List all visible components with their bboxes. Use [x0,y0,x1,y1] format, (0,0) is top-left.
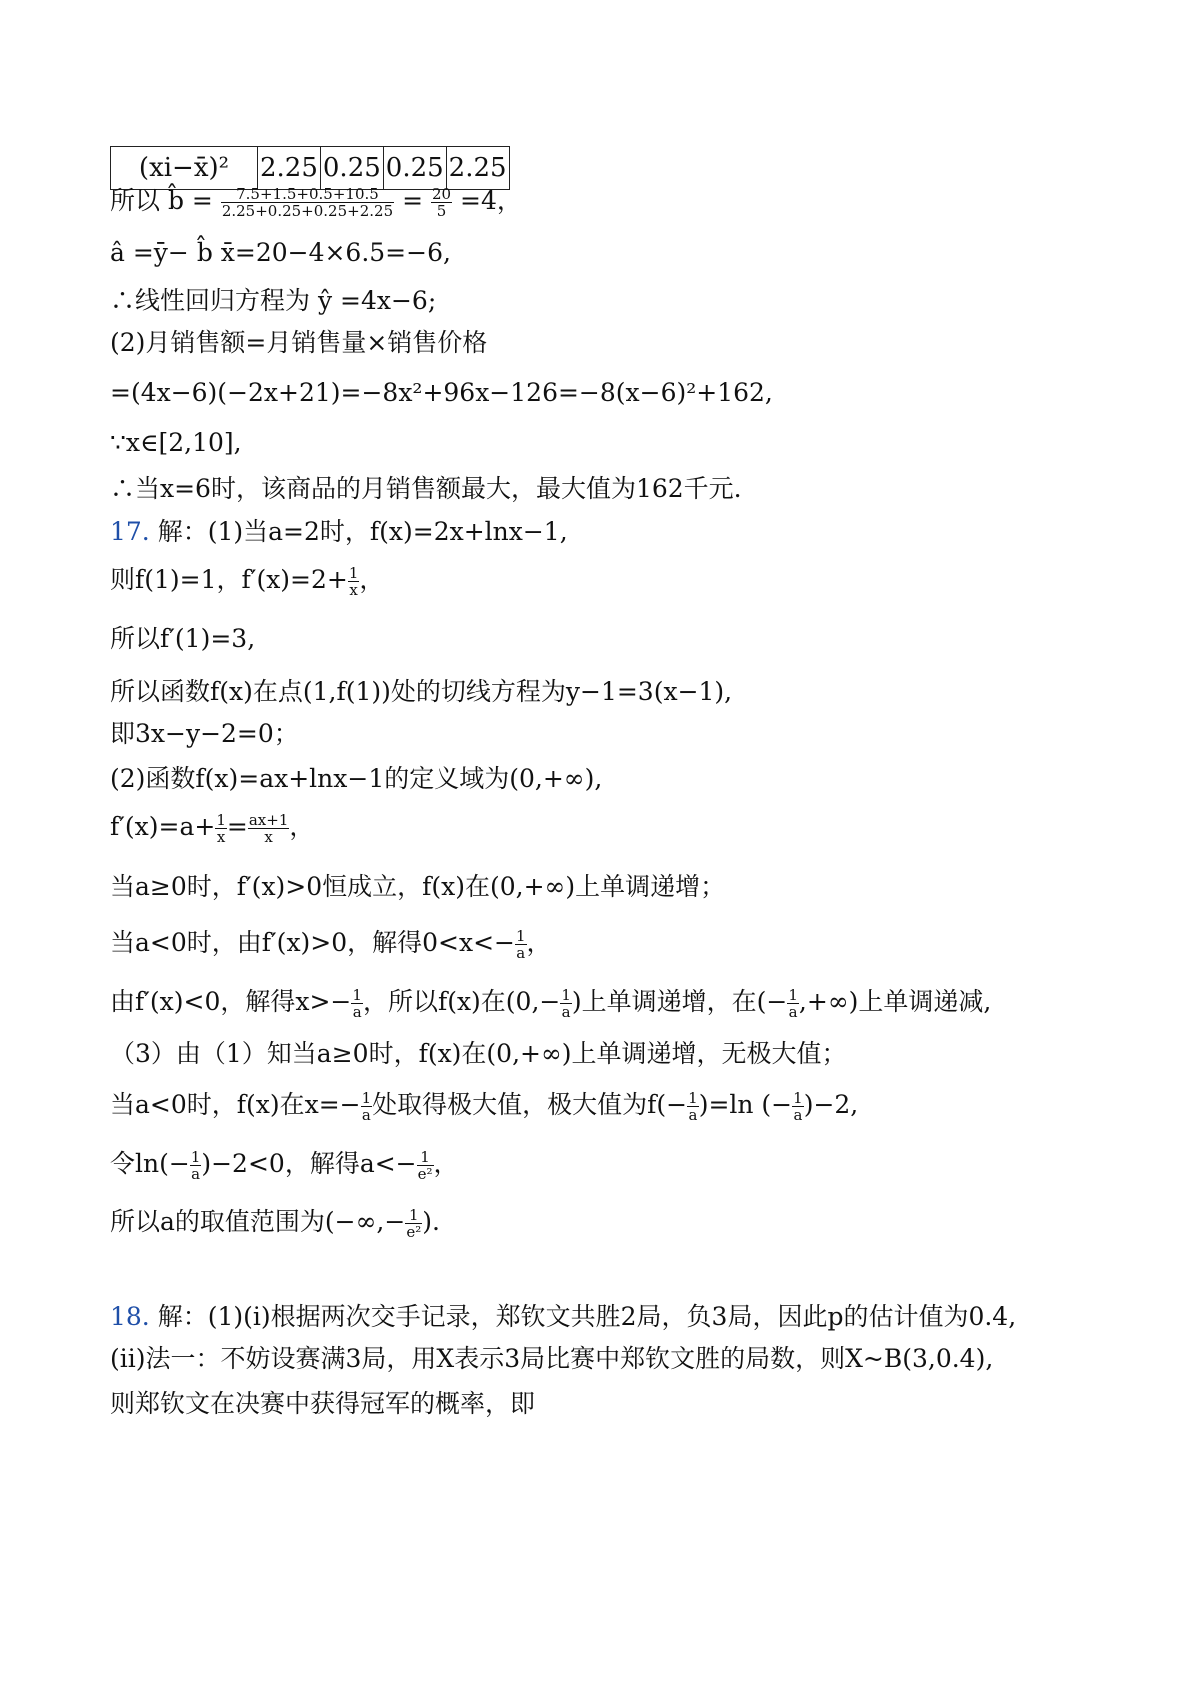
sales-expression-line: =(4x−6)(−2x+21)=−8x²+96x−126=−8(x−6)²+162, [110,378,773,407]
part3-line: （3）由（1）知当a≥0时，f(x)在(0,+∞)上单调递增，无极大值； [110,1039,847,1068]
table-cell: 2.25 [446,147,509,190]
denominator: 5 [436,202,447,220]
fraction [431,186,452,219]
denominator: x [216,828,226,846]
question-18-line [110,1300,1016,1334]
monotonicity-line [110,985,991,1020]
fraction [405,1207,422,1240]
denominator: a [191,1165,201,1183]
text: 当a<0时，由f′(x)>0，解得0<x<− [110,928,515,957]
text: 所以 b̂ = [110,186,213,215]
text: )=ln (− [698,1090,793,1119]
range-line [110,1205,440,1240]
question-number: 17. [110,517,150,546]
fraction [351,987,363,1020]
numerator: 1 [348,564,359,582]
text: )−2, [803,1090,859,1119]
denominator: a [788,1003,798,1021]
fraction [190,1149,202,1182]
numerator: 1 [793,1089,803,1107]
text: 则f(1)=1，f′(x)=2+ [110,565,348,594]
fraction [361,1090,373,1123]
fraction [417,1149,434,1182]
text: )−2<0，解得a<− [201,1149,417,1178]
slope-value-line: 所以f′(1)=3, [110,624,256,653]
text: f′(x)=a+ [110,812,216,841]
numerator: 1 [417,1149,434,1166]
numerator: 1 [352,986,362,1004]
numerator: 1 [688,1089,698,1107]
denominator: x [349,581,358,599]
text: ， [359,565,385,594]
binomial-line: (ii)法一：不妨设赛满3局，用X表示3局比赛中郑钦文胜的局数，则X~B(3,0.4), [110,1344,994,1373]
denominator: e² [406,1223,422,1241]
text: 由f′(x)<0，解得x>− [110,987,352,1016]
text: 所以a的取值范围为(−∞,− [110,1207,406,1236]
numerator: 1 [788,986,798,1004]
numerator: 1 [561,986,571,1004]
fraction [348,565,360,598]
numerator: 1 [361,1089,372,1107]
numerator: 1 [190,1148,201,1166]
fraction [560,987,572,1020]
numerator: 20 [431,185,452,203]
text: =4， [460,186,522,215]
inequality-line [110,1147,459,1182]
denominator: a [561,1003,571,1021]
tangent-line: 所以函数f(x)在点(1,f(1))处的切线方程为y−1=3(x−1), [110,677,733,706]
part2-heading-line: (2)月销售额=月销售量×销售价格 [110,328,488,357]
numerator: 1 [516,927,526,945]
denominator: e² [417,1165,433,1183]
fraction [515,928,527,961]
denominator: a [361,1106,371,1124]
text: ,+∞)上单调递减, [798,987,992,1016]
max-value-line: ∴当x=6时，该商品的月销售额最大，最大值为162千元. [110,474,742,503]
domain-line: ∵x∈[2,10], [110,428,242,457]
part2-domain-line: (2)函数f(x)=ax+lnx−1的定义域为(0,+∞), [110,764,603,793]
text: ， [289,812,315,841]
numerator: 7.5+1.5+0.5+10.5 [221,186,394,203]
denominator: a [793,1106,803,1124]
denominator: a [352,1003,362,1021]
derivative-general-line [110,810,314,845]
max-point-line [110,1088,858,1123]
text: ，所以f(x)在(0,− [362,987,561,1016]
fraction [687,1090,699,1123]
question-17-line [110,515,568,549]
fraction [248,812,290,845]
table-header-cell: (xi−x̄)² [111,147,258,190]
denominator: x [264,828,273,846]
fraction [215,812,227,845]
text: ). [422,1207,440,1236]
intercept-line: â =ȳ− b̂ x̄=20−4×6.5=−6, [110,238,451,267]
fraction [787,987,799,1020]
numerator: ax+1 [248,811,289,829]
text: 令ln(− [110,1149,190,1178]
case-a-nonneg-line: 当a≥0时，f′(x)>0恒成立，f(x)在(0,+∞)上单调递增； [110,872,726,901]
table-cell: 0.25 [383,147,446,190]
denominator: a [688,1106,698,1124]
fraction [792,1090,804,1123]
fraction [221,186,394,219]
text: ， [433,1149,459,1178]
case-a-neg-line [110,926,552,961]
table-cell: 0.25 [320,147,383,190]
text: 解：(1)当a=2时，f(x)=2x+lnx−1, [149,517,568,546]
derivative-line [110,563,384,598]
slope-formula-line [110,184,522,219]
text: = [402,186,424,215]
text: ， [526,928,552,957]
denominator: 2.25+0.25+0.25+2.25 [221,202,394,220]
tangent-simplified-line: 即3x−y−2=0； [110,719,299,748]
numerator: 1 [405,1207,422,1224]
denominator: a [516,944,526,962]
text: 解：(1)(i)根据两次交手记录，郑钦文共胜2局，负3局，因此p的估计值为0.4, [149,1302,1017,1331]
probability-line: 则郑钦文在决赛中获得冠军的概率，即 [110,1389,536,1418]
text: = [226,812,248,841]
table-cell: 2.25 [258,147,321,190]
text: )上单调递增，在(− [571,987,788,1016]
regression-equation-line: ∴线性回归方程为 ŷ =4x−6; [110,286,437,315]
text: 处取得极大值，极大值为f(− [372,1090,688,1119]
numerator: 1 [216,811,226,829]
question-number: 18. [110,1302,150,1331]
text: 当a<0时，f(x)在x=− [110,1090,361,1119]
